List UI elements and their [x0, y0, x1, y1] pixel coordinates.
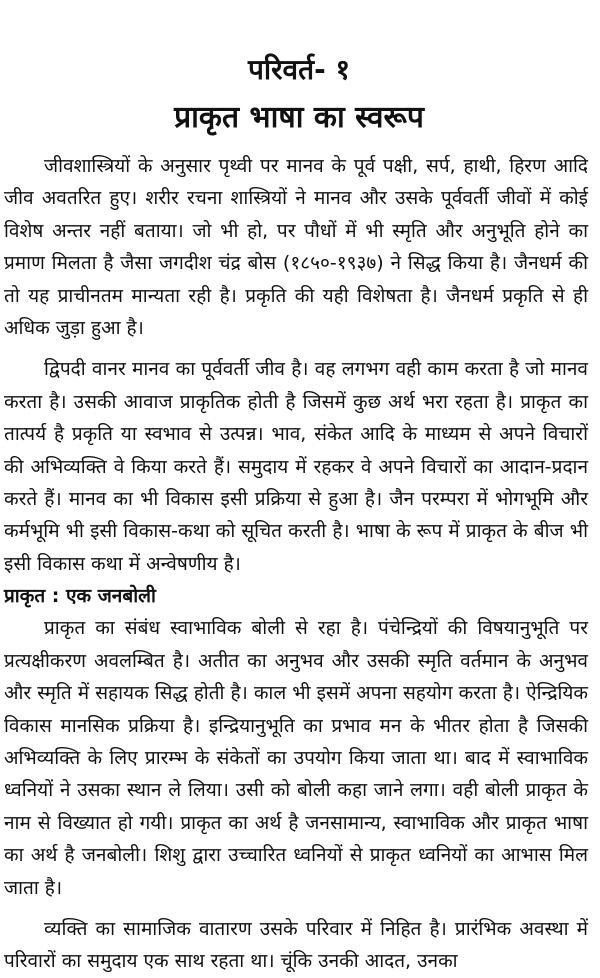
section-paragraph-2: व्यक्ति का सामाजिक वातारण उसके परिवार में निहित है। प्रारंभिक अवस्था में परिवारों का समुदाय एक साथ रहता था। चूंकि उनकी आदत, उनका — [4, 917, 588, 973]
chapter-subtitle: प्राकृत भाषा का स्वरूप — [174, 100, 424, 135]
chapter-title: परिवर्त- १ — [247, 53, 351, 86]
paragraph-1: जीवशास्त्रियों के अनुसार पृथ्वी पर मानव के पूर्व पक्षी, सर्प, हाथी, हिरण आदि जीव अवतरित हुए। शरीर रचना शास्त्रियों ने मानव और उसके पूर्ववर्ती जीवों में कोई विशेष अन्तर नहीं बताया। जो भी हो, पर पौधों में भी स्मृति और अनुभूति होने का प्रमाण मिलता है जैसा जगदीश चंद्र बोस (१८५०-१९३७) ने सिद्ध किया है। जैनधर्म की तो यह प्राचीनतम मान्यता रही है। प्रकृति की यही विशेषता है। जैनधर्म प्रकृति से ही अधिक जुड़ा हुआ है। — [4, 155, 588, 340]
section-heading: प्राकृत : एक जनबोली — [4, 585, 156, 608]
paragraph-2: द्विपदी वानर मानव का पूर्ववर्ती जीव है। वह लगभग वही काम करता है जो मानव करता है। उसकी आवाज प्राकृतिक होती है जिसमें कुछ अर्थ भरा रहता है। प्राकृत का तात्पर्य है प्रकृति या स्वभाव से उत्पन्न। भाव, संकेत आदि के माध्यम से अपने विचारों की अभिव्यक्ति वे किया करते हैं। समुदाय में रहकर वे अपने विचारों का आदान-प्रदान करते हैं। मानव का भी विकास इसी प्रक्रिया से हुआ है। जैन परम्परा में भोगभूमि और कर्मभूमि भी इसी विकास-कथा को सूचित करती है। भाषा के रूप में प्राकृत के बीज भी इसी विकास कथा में अन्वेषणीय है। — [4, 358, 588, 575]
section-paragraph-1: प्राकृत का संबंध स्वाभाविक बोली से रहा है। पंचेन्द्रियों की विषयानुभूति पर प्रत्यक्षीकरण अवलम्बित है। अतीत का अनुभव और उसकी स्मृति वर्तमान के अनुभव और स्मृति में सहायक सिद्ध होती है। काल भी इसमें अपना सहयोग करता है। ऐन्द्रियिक विकास मानसिक प्रक्रिया है। इन्द्रियानुभूति का प्रभाव मन के भीतर होता है जिसकी अभिव्यक्ति के लिए प्रारम्भ के संकेतों का उपयोग किया जाता था। बाद में स्वाभाविक ध्वनियों ने उसका स्थान ले लिया। उसी को बोली कहा जाने लगा। वही बोली प्राकृत के नाम से विख्यात हो गयी। प्राकृत का अर्थ है जनसामान्य, स्वाभाविक और प्राकृत भाषा का अर्थ है जनबोली। शिशु द्वारा उच्चारित ध्वनियों से प्राकृत ध्वनियों का आभास मिल जाता है। — [4, 617, 588, 899]
